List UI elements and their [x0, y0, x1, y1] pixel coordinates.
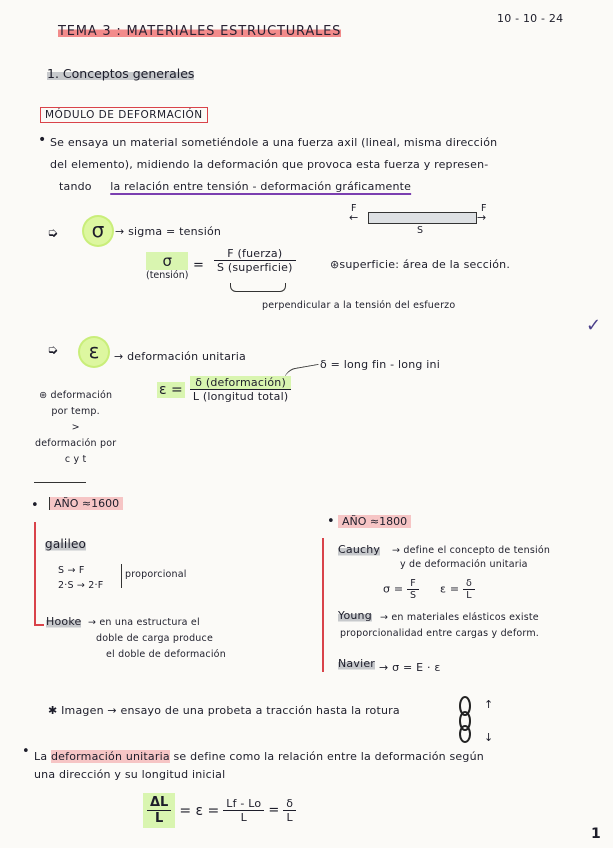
galileo-brace	[116, 564, 122, 588]
navier-equation: → σ = E · ε	[379, 661, 441, 674]
galileo-label: proporcional	[125, 569, 187, 580]
check-mark-icon: ✓	[586, 315, 602, 336]
bar-left-arrow-icon: ←	[349, 211, 359, 224]
cauchy-epsilon-eq: ε = $\frac{\delta}{L}$	[440, 578, 475, 601]
bracket-1800	[322, 538, 324, 672]
sigma-description: → sigma = tensión	[115, 225, 222, 238]
navier-name: Navier	[338, 657, 376, 670]
hooke-description: → en una estructura el doble de carga produce el doble de deformación	[88, 617, 226, 660]
section-heading: 1. Conceptos generales	[47, 66, 195, 81]
down-arrow-icon: ↓	[484, 731, 494, 744]
bar-section-label: S	[417, 225, 424, 236]
divider	[34, 482, 86, 483]
superficie-note: ⊛superficie: área de la sección.	[330, 258, 511, 271]
epsilon-symbol-circle: ε	[80, 338, 108, 366]
unit-def-line-2: una dirección y su longitud inicial	[34, 768, 226, 781]
sigma-symbol-circle: σ	[84, 217, 112, 245]
subheading-box: MÓDULO DE DEFORMACIÓN	[40, 107, 208, 123]
final-formula: $\frac{\Delta L}{L}$ = ε = $\frac{Lf - Lo}{L}$ = $\frac{\delta}{L}$	[143, 793, 296, 828]
hooke-name: Hooke	[46, 615, 82, 628]
tension-bar	[368, 212, 477, 224]
pointing-hand-icon: ➭	[47, 226, 58, 241]
sigma-lhs: σ (tensión)	[146, 252, 189, 281]
galileo-relations: S → F 2·S → 2·F	[58, 565, 104, 591]
cauchy-sigma-eq: σ = $\frac{F}{S}$	[383, 578, 419, 601]
cauchy-description: → define el concepto de tensión y de deformación unitaria	[392, 545, 551, 570]
intro-line-3: tando la relación entre tensión - deformación gráficamente	[59, 180, 412, 193]
year-1600-badge: AÑO ≈1600	[49, 497, 123, 510]
bar-force-left-label: F	[351, 203, 357, 214]
page-number: 1	[591, 826, 601, 842]
perpendicular-note: perpendicular a la tensión del esfuerzo	[262, 300, 456, 311]
epsilon-formula: ε = $\frac{\text{δ (deformación)}}{\text{L (longitud total)}}$	[157, 376, 291, 403]
unit-def-bullet: •	[22, 744, 30, 759]
temp-note: ⊛ deformación por temp. > deformación por c y t	[35, 390, 117, 465]
page-date: 10 - 10 - 24	[497, 12, 564, 25]
sigma-equals: =	[193, 258, 204, 273]
bracket-1600	[34, 522, 44, 626]
delta-definition: δ = long fin - long ini	[320, 358, 440, 371]
intro-line-1: Se ensaya un material sometiéndole a una fuerza axil (lineal, misma dirección	[50, 136, 498, 149]
bullet-1800: •	[327, 514, 335, 529]
pointing-hand-icon-2: ➭	[47, 343, 58, 358]
unit-def-line-1: La deformación unitaria se define como la relación entre la deformación según	[34, 750, 484, 763]
chain-link-icon	[458, 694, 472, 744]
young-description: → en materiales elásticos existe proporcionalidad entre cargas y deform.	[340, 612, 540, 639]
page-title: TEMA 3 : MATERIALES ESTRUCTURALES	[58, 24, 342, 39]
intro-bullet: •	[38, 132, 47, 148]
young-name: Young	[338, 609, 372, 622]
sigma-fraction: F (fuerza) S (superficie)	[214, 247, 296, 274]
galileo-name: galileo	[45, 537, 87, 551]
intro-line-2: del elemento), midiendo la deformación que provoca esta fuerza y represen-	[50, 158, 489, 171]
bullet-1600: •	[31, 498, 39, 513]
bar-right-arrow-icon: →	[477, 211, 487, 224]
sigma-brace	[230, 283, 286, 292]
epsilon-description: → deformación unitaria	[114, 350, 246, 363]
year-1800-badge: AÑO ≈1800	[338, 515, 411, 528]
up-arrow-icon: ↑	[484, 698, 494, 711]
cauchy-name: Cauchy	[338, 543, 381, 556]
bar-force-right-label: F	[481, 203, 487, 214]
image-note: ✱ Imagen → ensayo de una probeta a tracción hasta la rotura	[48, 704, 400, 717]
